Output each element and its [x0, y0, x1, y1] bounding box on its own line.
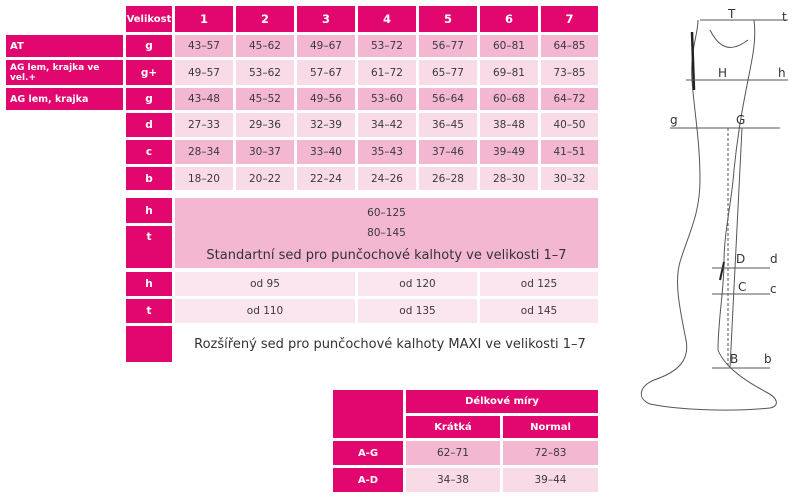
- table-cell: 28–30: [480, 167, 538, 190]
- table-cell: 56–77: [419, 35, 477, 57]
- table-cell: 41–51: [541, 140, 598, 164]
- maxi-t-cell: od 145: [480, 299, 598, 323]
- table-cell: 36–45: [419, 113, 477, 137]
- leg-label-B: B: [730, 352, 739, 366]
- table-cell: 64–72: [541, 88, 598, 110]
- table-cell: 53–62: [236, 60, 294, 85]
- row-code: g: [126, 88, 172, 110]
- leg-label-H: H: [718, 66, 728, 80]
- table-cell: 18–20: [175, 167, 233, 190]
- table-cell: 37–46: [419, 140, 477, 164]
- table-cell: 43–57: [175, 35, 233, 57]
- table-cell: 57–67: [297, 60, 355, 85]
- size-col-6: 6: [480, 6, 538, 32]
- table-cell: 40–50: [541, 113, 598, 137]
- row-code: g: [126, 35, 172, 57]
- length-row-label: A-G: [333, 441, 403, 465]
- maxi-h-cell: od 125: [480, 272, 598, 296]
- table-cell: 20–22: [236, 167, 294, 190]
- leg-label-T: T: [728, 7, 736, 21]
- table-cell: 28–34: [175, 140, 233, 164]
- size-col-3: 3: [297, 6, 355, 32]
- table-cell: 56–64: [419, 88, 477, 110]
- table-cell: 43–48: [175, 88, 233, 110]
- standard-t-code: t: [126, 226, 172, 268]
- maxi-h-cell: od 120: [358, 272, 477, 296]
- leg-label-c: c: [770, 282, 777, 296]
- table-cell: 49–57: [175, 60, 233, 85]
- row-code: b: [126, 167, 172, 190]
- size-col-4: 4: [358, 6, 416, 32]
- row-label-ag-plus: AG lem, krajka ve vel.+: [6, 60, 123, 85]
- length-col-short: Krátká: [406, 416, 500, 438]
- table-cell: 32–39: [297, 113, 355, 137]
- maxi-caption: Rozšířený sed pro punčochové kalhoty MAXI ve velikosti 1–7: [194, 336, 586, 352]
- row-code: c: [126, 140, 172, 164]
- length-title: Délkové míry: [406, 390, 598, 413]
- leg-label-D: D: [736, 252, 746, 266]
- length-row-label: A-D: [333, 468, 403, 492]
- table-cell: 30–37: [236, 140, 294, 164]
- table-cell: 60–81: [480, 35, 538, 57]
- table-cell: 38–48: [480, 113, 538, 137]
- length-corner: [333, 390, 403, 438]
- table-cell: 22–24: [297, 167, 355, 190]
- table-cell: 65–77: [419, 60, 477, 85]
- table-cell: 73–85: [541, 60, 598, 85]
- table-cell: 53–72: [358, 35, 416, 57]
- standard-h-code: h: [126, 198, 172, 223]
- standard-h-value: 60–125: [367, 207, 406, 219]
- table-cell: 39–49: [480, 140, 538, 164]
- table-cell: 39–44: [503, 468, 598, 492]
- standard-caption: Standartní sed pro punčochové kalhoty ve velikosti 1–7: [206, 247, 567, 263]
- maxi-caption-marker: [126, 326, 172, 362]
- table-cell: 35–43: [358, 140, 416, 164]
- leg-label-g: g: [670, 113, 678, 127]
- standard-t-value: 80–145: [367, 227, 406, 239]
- maxi-t-cell: od 110: [175, 299, 355, 323]
- table-cell: 29–36: [236, 113, 294, 137]
- leg-label-C: C: [738, 280, 747, 294]
- table-cell: 45–52: [236, 88, 294, 110]
- size-col-1: 1: [175, 6, 233, 32]
- table-cell: 64–85: [541, 35, 598, 57]
- leg-label-G: G: [736, 113, 746, 127]
- row-label-at: AT: [6, 35, 123, 57]
- table-cell: 69–81: [480, 60, 538, 85]
- size-header-label: Velikost: [126, 6, 172, 32]
- size-col-2: 2: [236, 6, 294, 32]
- table-cell: 45–62: [236, 35, 294, 57]
- row-code: d: [126, 113, 172, 137]
- table-cell: 49–56: [297, 88, 355, 110]
- table-cell: 24–26: [358, 167, 416, 190]
- maxi-t-cell: od 135: [358, 299, 477, 323]
- table-cell: 26–28: [419, 167, 477, 190]
- table-cell: 34–42: [358, 113, 416, 137]
- table-cell: 60–68: [480, 88, 538, 110]
- maxi-h-cell: od 95: [175, 272, 355, 296]
- row-code: g+: [126, 60, 172, 85]
- table-cell: 30–32: [541, 167, 598, 190]
- leg-label-h: h: [778, 66, 786, 80]
- table-cell: 62–71: [406, 441, 500, 465]
- size-col-7: 7: [541, 6, 598, 32]
- leg-label-b: b: [764, 352, 772, 366]
- size-col-5: 5: [419, 6, 477, 32]
- table-cell: 53–60: [358, 88, 416, 110]
- maxi-t-code: t: [126, 299, 172, 323]
- leg-label-t: t: [782, 10, 787, 24]
- table-cell: 33–40: [297, 140, 355, 164]
- maxi-h-code: h: [126, 272, 172, 296]
- table-cell: 49–67: [297, 35, 355, 57]
- table-cell: 27–33: [175, 113, 233, 137]
- row-label-ag: AG lem, krajka: [6, 88, 123, 110]
- leg-label-d: d: [770, 252, 778, 266]
- length-col-normal: Normal: [503, 416, 598, 438]
- table-cell: 34–38: [406, 468, 500, 492]
- table-cell: 61–72: [358, 60, 416, 85]
- leg-diagram: [620, 0, 805, 420]
- table-cell: 72–83: [503, 441, 598, 465]
